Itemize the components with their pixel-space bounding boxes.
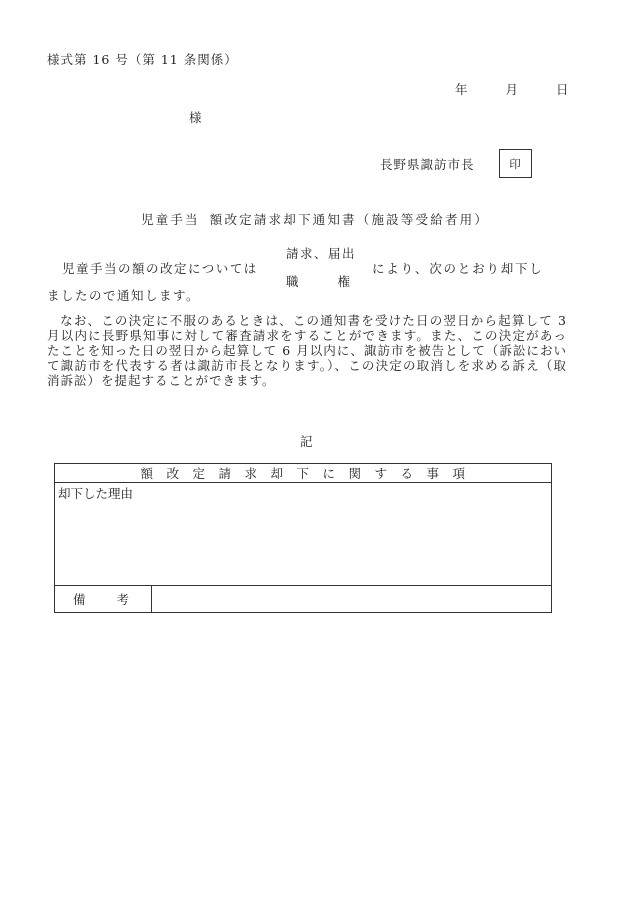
reason-row — [55, 483, 552, 586]
appeal-sentence-2: また、この決定があったことを知った日の翌日から起算して 6 月以内に、諏訪市を被告として（訴訟において諏訪市を代表する者は諏訪市長となります。）、この決定の取消しを求める訴え（取消訴訟）を提起することができます。 — [47, 328, 567, 388]
remarks-value-cell[interactable] — [152, 586, 552, 613]
authority-char-2: 権 — [337, 274, 350, 289]
paragraph1-option-request: 請求、届出 — [286, 246, 357, 261]
table-header-cell — [55, 464, 552, 483]
issuer-block — [380, 149, 532, 178]
table-header-text: 額改定請求却下に関する事項 — [140, 466, 479, 481]
title-part2: 額改定請求却下通知書（施設等受給者用） — [209, 212, 490, 227]
reason-cell[interactable] — [55, 483, 552, 586]
ki-heading: 記 — [300, 434, 313, 449]
paragraph1-lead: 児童手当の額の改定については — [62, 261, 258, 276]
remarks-label-cell — [55, 586, 152, 613]
record-table — [54, 463, 552, 613]
appeal-notice — [47, 313, 567, 388]
remarks-label-char-1: 備 — [73, 592, 86, 607]
authority-char-1: 職 — [286, 274, 299, 289]
date-month-label: 月 — [505, 82, 519, 97]
issuer-name: 長野県諏訪市長 — [380, 156, 475, 172]
paragraph1-tail: により、次のとおり却下し — [372, 261, 544, 276]
paragraph1-end: ましたので通知します。 — [47, 288, 201, 303]
date-line — [455, 80, 569, 98]
date-day-label: 日 — [556, 82, 569, 97]
reason-label: 却下した理由 — [58, 486, 134, 501]
form-number: 様式第 16 号（第 11 条関係） — [47, 52, 238, 67]
addressee-honorific: 様 — [189, 110, 202, 125]
remarks-row — [55, 586, 552, 613]
title-part1: 児童手当 — [140, 212, 200, 227]
paragraph1-option-authority — [286, 272, 350, 290]
appeal-sentence-1: なお、この決定に不服のあるときは、この通知書を受けた日の翌日から起算して 3 月以内に長野県知事に対して審査請求をすることができます。 — [47, 313, 567, 343]
table-header-row — [55, 464, 552, 483]
remarks-label — [55, 590, 151, 608]
date-year-label: 年 — [455, 82, 468, 97]
document-title — [0, 210, 630, 228]
remarks-label-char-2: 考 — [116, 592, 129, 607]
seal-box: 印 — [499, 149, 532, 178]
